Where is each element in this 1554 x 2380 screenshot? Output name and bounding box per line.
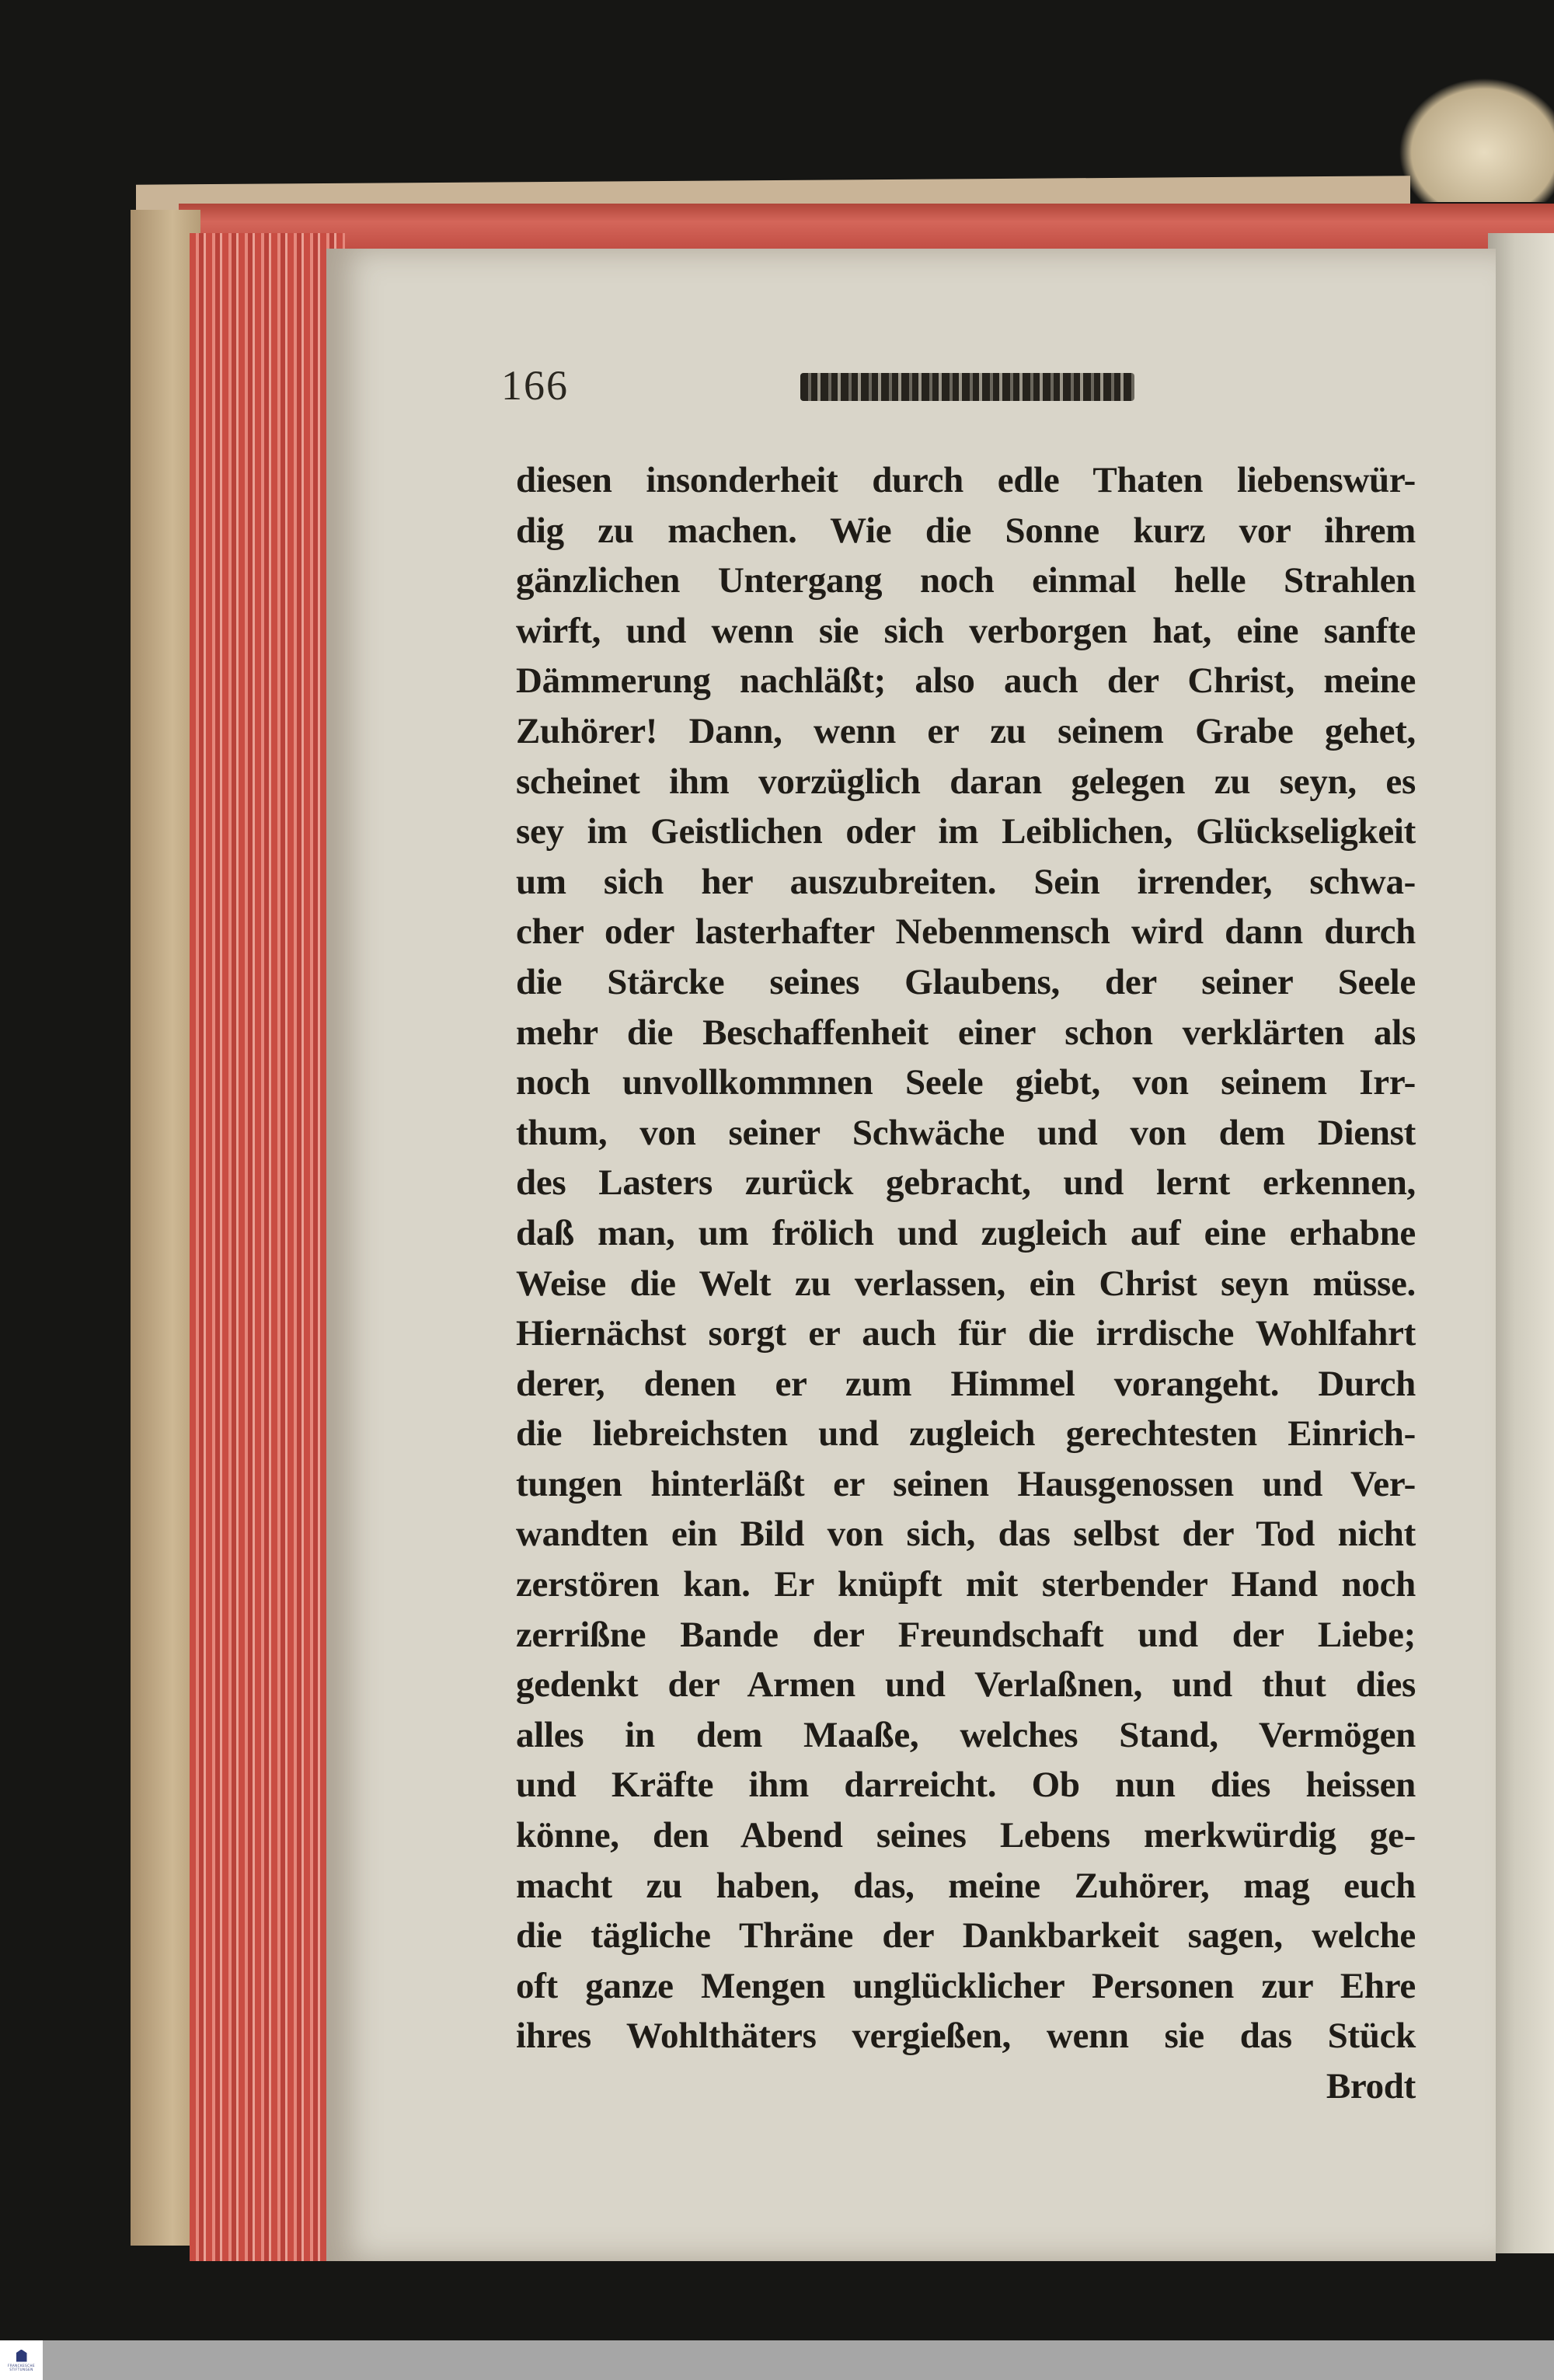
text-line: Dämmerung nachläßt; also auch der Christ, meine	[516, 660, 1416, 702]
text-line: und Kräfte ihm darreicht. Ob nun dies heissen	[516, 1765, 1416, 1806]
text-line: Weise die Welt zu verlassen, ein Christ seyn müsse.	[516, 1263, 1416, 1304]
text-line: tungen hinterläßt er seinen Hausgenossen und Ver-	[516, 1463, 1416, 1504]
logo-text: FRANCKESCHE STIFTUNGEN	[8, 2363, 35, 2371]
text-line: des Lasters zurück gebracht, und lernt erkennen,	[516, 1162, 1416, 1204]
text-line: zerstören kan. Er knüpft mit sterbender Hand noch	[516, 1564, 1416, 1605]
text-line: Hiernächst sorgt er auch für die irrdische Wohlfahrt	[516, 1313, 1416, 1354]
text-line: cher oder lasterhafter Nebenmensch wird dann durch	[516, 911, 1416, 953]
text-line: diesen insonderheit durch edle Thaten liebenswür-	[516, 460, 1416, 500]
text-line: um sich her auszubreiten. Sein irrender, schwa-	[516, 861, 1416, 902]
text-line: die tägliche Thräne der Dankbarkeit sagen, welche	[516, 1915, 1416, 1957]
text-line: derer, denen er zum Himmel vorangeht. Durch	[516, 1363, 1416, 1404]
text-line: die Stärcke seines Glaubens, der seiner Seele	[516, 961, 1416, 1002]
text-line: die liebreichsten und zugleich gerechtesten Einrich-	[516, 1413, 1416, 1455]
header-ornament	[800, 373, 1134, 401]
text-line: wandten ein Bild von sich, das selbst der Tod nicht	[516, 1514, 1416, 1555]
text-line: scheinet ihm vorzüglich daran gelegen zu seyn, es	[516, 761, 1416, 802]
text-line: noch unvollkommnen Seele giebt, von seinem Irr-	[516, 1062, 1416, 1103]
text-line: könne, den Abend seines Lebens merkwürdig ge-	[516, 1815, 1416, 1856]
red-page-edges	[190, 233, 345, 2261]
franckesche-stiftungen-logo[interactable]	[0, 2340, 43, 2380]
body-text	[516, 455, 1416, 2112]
text-line: zerrißne Bande der Freundschaft und der Liebe;	[516, 1614, 1416, 1655]
text-line: gedenkt der Armen und Verlaßnen, und thut dies	[516, 1664, 1416, 1706]
text-line: sey im Geistlichen oder im Leiblichen, Glückseligkeit	[516, 811, 1416, 852]
text-line: Zuhörer! Dann, wenn er zu seinem Grabe gehet,	[516, 710, 1416, 751]
text-line: alles in dem Maaße, welches Stand, Vermögen	[516, 1714, 1416, 1755]
text-line: gänzlichen Untergang noch einmal helle Strahlen	[516, 560, 1416, 601]
text-line: ihres Wohlthäters vergießen, wenn sie das Stück	[516, 2016, 1416, 2057]
text-line: wirft, und wenn sie sich verborgen hat, eine sanfte	[516, 610, 1416, 651]
logo-icon	[16, 2350, 27, 2362]
text-line: mehr die Beschaffenheit einer schon verklärten als	[516, 1012, 1416, 1053]
page-number: 166	[501, 362, 569, 409]
catchword: Brodt	[1326, 2066, 1416, 2106]
text-line: thum, von seiner Schwäche und von dem Dienst	[516, 1112, 1416, 1153]
facing-page-edge	[1488, 233, 1554, 2253]
text-line: dig zu machen. Wie die Sonne kurz vor ihrem	[516, 510, 1416, 551]
bookmark-tab	[1399, 78, 1554, 202]
viewer-footer-bar	[0, 2340, 1554, 2380]
text-line: macht zu haben, das, meine Zuhörer, mag euch	[516, 1865, 1416, 1906]
text-line: daß man, um frölich und zugleich auf eine erhabne	[516, 1212, 1416, 1253]
text-line: oft ganze Mengen unglücklicher Personen zur Ehre	[516, 1965, 1416, 2006]
book-top-edge	[179, 204, 1554, 249]
